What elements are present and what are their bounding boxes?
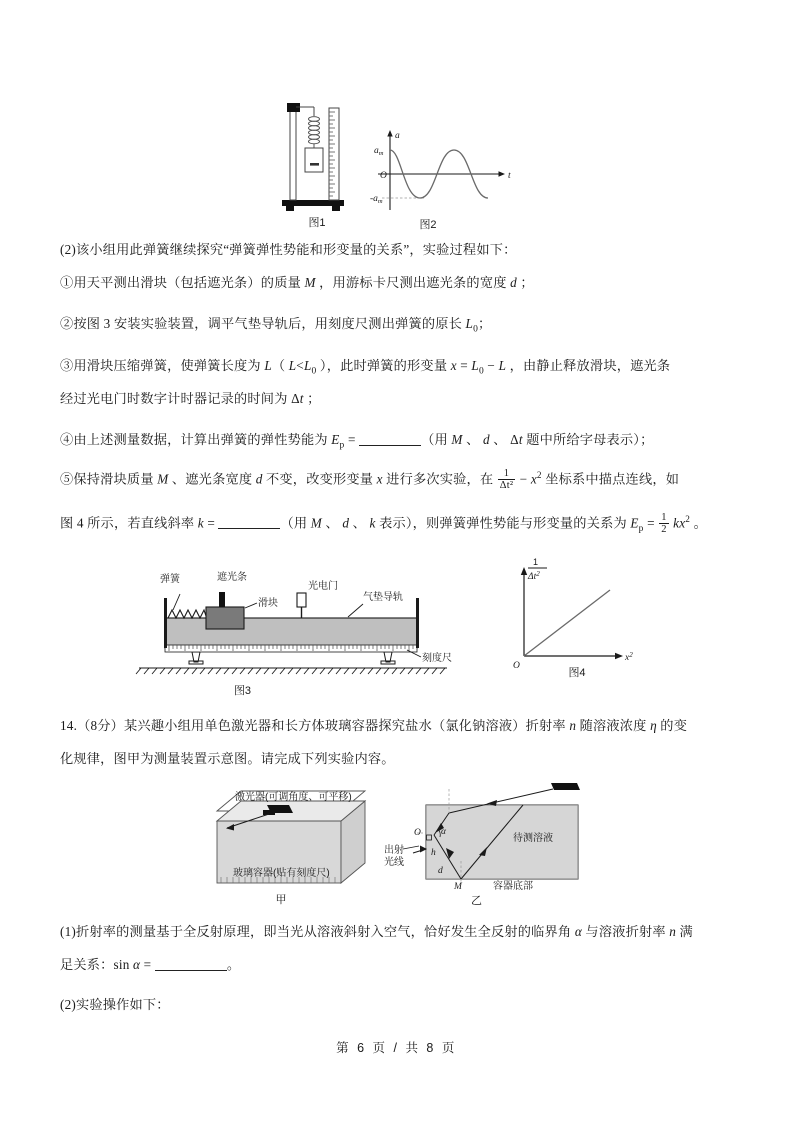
figure-yi-label-solution: 待测溶液 — [513, 833, 553, 844]
figure-yi-label-o: O — [414, 828, 421, 838]
page-footer: 第 6 页 / 共 8 页 — [336, 1041, 457, 1055]
answer-blank-sin-alpha[interactable] — [155, 970, 227, 971]
q13-step-3-line1: ③用滑块压缩弹簧，使弹簧长度为 L（ $L<L_0$ ），此时弹簧的形变量 $x = L_0 - L$ ，由静止释放滑块，遮光条 — [60, 358, 671, 377]
figure-4-linear-graph — [500, 552, 633, 680]
figure-2-tick-negative: $-a_m$ — [370, 194, 383, 205]
figure-1-spring-stand — [272, 96, 362, 230]
q14-stem-line2: 化规律，图甲为测量装置示意图。请完成下列实验内容。 — [60, 751, 395, 766]
fraction-numerator-half: 1 — [661, 511, 667, 523]
figure-jia-caption: 甲 — [275, 894, 287, 906]
figure-3-label-photogate: 光电门 — [308, 581, 338, 592]
fraction-one-half — [659, 512, 668, 535]
figure-3-label-slider: 滑块 — [258, 598, 278, 609]
figure-yi-ray-diagram — [383, 783, 598, 908]
figure-3-label-spring: 弹簧 — [160, 574, 180, 585]
svg-text:Δt2: $\Delta t^2$ — [528, 570, 540, 582]
figure-3-label-air-track: 气垫导轨 — [363, 592, 403, 603]
figure-4-caption: 图4 — [568, 667, 586, 679]
figure-jia-label-container: 玻璃容器(贴有刻度尺) — [233, 868, 330, 879]
figure-yi-label-h: h — [431, 848, 436, 858]
q14-part1-line2: 足关系：sin α = 。 — [60, 957, 241, 972]
q13-step-5-line1: ⑤保持滑块质量 M 、遮光条宽度 d 不变，改变形变量 x 进行多次实验，在 $\frac{1}{\text{Δt²}}$ − $x^2$ 坐标系中描点连线，如 — [60, 467, 680, 491]
figure-4-origin-label: O — [513, 661, 520, 671]
figure-yi-label-m: M — [454, 882, 462, 892]
figure-yi-label-bottom: 容器底部 — [493, 881, 533, 892]
fraction-one-over-dt-squared — [498, 468, 515, 491]
q13-part2-intro: (2)该小组用此弹簧继续探究“弹簧弹性势能和形变量的关系”，实验过程如下： — [60, 242, 517, 257]
figure-1-svg — [272, 96, 362, 214]
q13-step-5-line2: 图 4 所示，若直线斜率 k = （用 M 、 d 、 k 表示），则弹簧弹性势能与形变量的关系为 $E_p$ = $\frac{1}{2}$ $kx^2$ 。 — [60, 511, 707, 535]
figure-2-y-axis-label: a — [395, 131, 400, 141]
figure-yi-label-alpha: α — [441, 827, 446, 837]
figure-2-acceleration-time-graph — [368, 124, 518, 232]
figure-jia-label-laser: 激光器(可调角度、可平移) — [235, 792, 352, 803]
q14-part1-line1: (1)折射率的测量基于全反射原理，即当光从溶液斜射入空气，恰好发生全反射的临界角 α 与溶液折射率 n 满 — [60, 924, 693, 939]
figure-3-label-ruler: 刻度尺 — [422, 653, 452, 664]
svg-text:1: 1 — [533, 557, 539, 567]
figure-2-x-axis-label: t — [508, 171, 511, 181]
figure-3-air-track-apparatus — [135, 560, 455, 698]
fraction-denominator-half: 2 — [661, 523, 667, 535]
answer-blank-k[interactable] — [218, 528, 280, 529]
figure-2-origin-label: O — [380, 171, 387, 181]
q13-step-1: ①用天平测出滑块（包括遮光条）的质量 M ，用游标卡尺测出遮光条的宽度 d ； — [60, 275, 534, 290]
figure-2-svg — [368, 124, 518, 216]
q14-part2: (2)实验操作如下： — [60, 997, 170, 1012]
q14-stem-line1: 14.（8分）某兴趣小组用单色激光器和长方体玻璃容器探究盐水（氯化钠溶液）折射率 n 随溶液浓度 η 的变 — [60, 718, 688, 733]
figure-2-caption: 图2 — [419, 219, 437, 231]
figure-jia-measurement-setup — [205, 783, 375, 907]
figure-3-svg — [135, 560, 455, 680]
figure-4-y-axis-fraction — [527, 557, 547, 582]
q13-step-2: ②按图 3 安装实验装置，调平气垫导轨后，用刻度尺测出弹簧的原长 $L_0$； — [60, 316, 492, 335]
q13-step-3-line2: 经过光电门时数字计时器记录的时间为 Δt ； — [60, 391, 321, 406]
figure-yi-label-exit-ray-line1: 出射 — [384, 845, 404, 856]
figure-3-caption: 图3 — [233, 685, 252, 697]
fraction-numerator: 1 — [503, 467, 510, 479]
figure-4-x-axis-label: $x^2$ — [625, 651, 633, 663]
figure-1-caption: 图1 — [308, 217, 326, 229]
q13-step-4: ④由上述测量数据，计算出弹簧的弹性势能为 $E_p$ = （用 M 、 d 、 Δt 题中所给字母表示）； — [60, 432, 654, 451]
fraction-denominator: Δt² — [499, 479, 514, 491]
figure-yi-caption: 乙 — [471, 895, 482, 907]
figure-3-label-shade-bar: 遮光条 — [217, 572, 247, 583]
figure-yi-label-d: d — [438, 866, 443, 876]
answer-blank-ep[interactable] — [359, 445, 421, 446]
figure-jia-svg — [205, 783, 375, 893]
figure-yi-label-exit-ray-line2: 光线 — [384, 857, 404, 868]
figure-yi-svg — [383, 783, 598, 893]
figure-4-svg — [500, 552, 633, 672]
figure-2-tick-positive: $a_m$ — [374, 146, 384, 157]
